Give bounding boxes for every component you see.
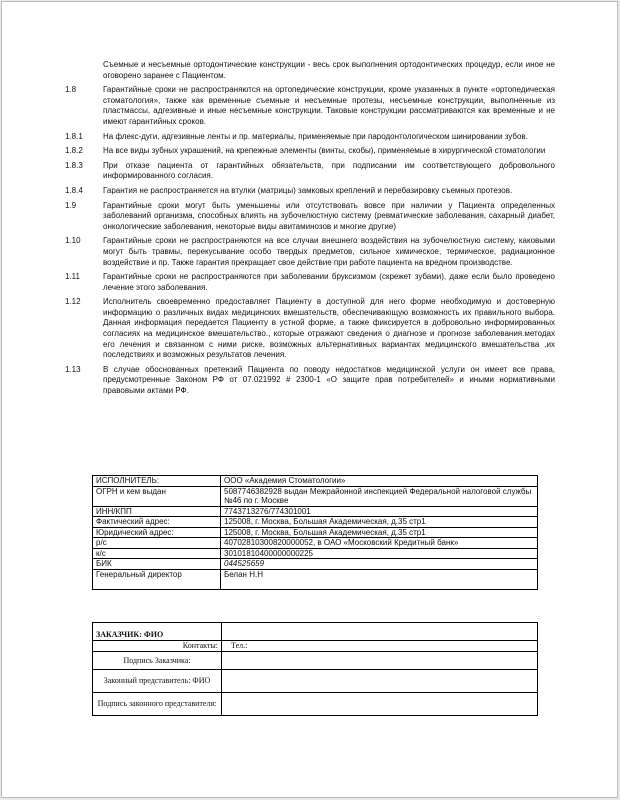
table-row bbox=[93, 569, 538, 589]
table-row bbox=[93, 527, 538, 538]
customer-signature-label: Подпись Заказчика: bbox=[93, 652, 222, 670]
executor-key: БИК bbox=[93, 559, 221, 570]
clause-item bbox=[65, 297, 555, 361]
clause-item bbox=[65, 186, 555, 197]
executor-value: 125008, г. Москва, Большая Академическая, д.35 стр1 bbox=[221, 517, 538, 528]
clause-number: 1.12 bbox=[65, 297, 81, 307]
clause-number bbox=[65, 60, 103, 81]
customer-title: ЗАКАЗЧИК: ФИО bbox=[93, 623, 222, 641]
executor-value: 7743713276/774301001 bbox=[221, 506, 538, 517]
representative-signature-field[interactable] bbox=[222, 693, 538, 716]
clause-item bbox=[65, 236, 555, 268]
executor-key: ОГРН и кем выдан bbox=[93, 486, 221, 506]
clause-text: На флекс-дуги, адгезивные ленты и пр. материалы, применяемые при пародонтологическом шинировании зубов. bbox=[103, 131, 528, 141]
executor-key: р/с bbox=[93, 538, 221, 549]
clause-text: Гарантийные сроки не распространяются при заболевании бруксизмом (скрежет зубами), даже если было проведено лечение этого заболевания. bbox=[103, 272, 555, 292]
executor-key: Юридический адрес: bbox=[93, 527, 221, 538]
table-row bbox=[93, 652, 538, 670]
representative-signature-label: Подпись законного представителя: bbox=[93, 693, 222, 716]
clause-number: 1.8.4 bbox=[65, 185, 83, 195]
clause-text: Съемные и несъемные ортодонтические конструкции - весь срок выполнения ортодонтических процедур, если иное не оговорено заранее с Пациентом. bbox=[103, 60, 555, 80]
executor-value: 044525659 bbox=[221, 559, 538, 570]
table-row bbox=[93, 559, 538, 570]
customer-signature-field[interactable] bbox=[222, 652, 538, 670]
executor-key: ИНН/КПП bbox=[93, 506, 221, 517]
table-row bbox=[93, 538, 538, 549]
executor-value: ООО «Академия Стоматологии» bbox=[221, 476, 538, 487]
executor-key: ИСПОЛНИТЕЛЬ: bbox=[93, 476, 221, 487]
clause-text: На все виды зубных украшений, на крепежные элементы (винты, скобы), применяемые в хирургической стоматологии bbox=[103, 146, 546, 156]
clause-number: 1.11 bbox=[65, 272, 80, 282]
representative-name-field[interactable] bbox=[222, 670, 538, 693]
table-row bbox=[93, 623, 538, 641]
table-row bbox=[93, 486, 538, 506]
table-row bbox=[93, 476, 538, 487]
clause-item bbox=[65, 85, 555, 127]
clause-item bbox=[65, 60, 555, 81]
executor-details-table bbox=[92, 475, 538, 590]
clause-text: Гарантийные сроки не распространяются на ортопедические конструкции, кроме указанных в пункте «ортопедическая стоматология», также как временные съемные и несъемные протезы, несъемные конструкции, выполненные из пластмассы, адгезивные и иные несъемные конструкции. Таковые конструкции рассматриваются как временные и не имеют гарантийных сроков. bbox=[103, 85, 555, 126]
executor-value: 125008, г. Москва, Большая Академическая, д.35 стр1 bbox=[221, 527, 538, 538]
clause-item bbox=[65, 365, 555, 397]
table-row bbox=[93, 517, 538, 528]
executor-key: Фактический адрес: bbox=[93, 517, 221, 528]
table-row bbox=[93, 641, 538, 652]
tel-label: Тел.: bbox=[231, 641, 248, 650]
clause-item bbox=[65, 132, 555, 143]
table-row bbox=[93, 506, 538, 517]
clause-item bbox=[65, 201, 555, 233]
table-row bbox=[93, 693, 538, 716]
clause-text: Гарантийные сроки могут быть уменьшены или отсутствовать вовсе при наличии у Пациента определенных заболеваний организма, способных влиять на зубочелюстную систему (ревматические заболевания, сахарный диабет, онкологические заболевания, некоторые виды авитаминозов и многие другие) bbox=[103, 200, 555, 231]
executor-value: Белан Н.Н bbox=[221, 569, 538, 589]
clause-item bbox=[65, 161, 555, 182]
clause-text: Исполнитель своевременно предоставляет Пациенту в доступной для него форме необходимую и достоверную информацию о различных видах медицинских вмешательств, обеспечивающую возможность их правильного выбора. Данная информация передается Пациенту в устной форме, а также фиксируется в добровольно информированных согласиях на медицинское вмешательство., которые отражают сведения о диагнозе и прогнозе заболевания.методах его лечения и связанном с ними риске, возможных альтернативных вариантах медицинского вмешательства ,их последствиях и возможных результатов лечения. bbox=[103, 297, 555, 360]
executor-key: Генеральный директор bbox=[93, 569, 221, 589]
clause-number: 1.13 bbox=[65, 364, 81, 374]
customer-name-field[interactable] bbox=[222, 623, 538, 641]
clause-number: 1.8.3 bbox=[65, 160, 83, 170]
customer-details-table bbox=[92, 622, 538, 716]
contacts-label: Контакты: bbox=[93, 641, 222, 652]
clause-text: При отказе пациента от гарантийных обязательств, при подписании им соответствующего добровольного информированного согласия. bbox=[103, 160, 555, 181]
executor-value: 5087746382928 выдан Межрайонной инспекцией Федеральной налоговой службы №46 по г. Москве bbox=[221, 486, 538, 506]
table-row bbox=[93, 548, 538, 559]
executor-value: 40702810300820000052, в ОАО «Московский Кредитный банк» bbox=[221, 538, 538, 549]
tel-field[interactable] bbox=[222, 641, 538, 652]
clause-item bbox=[65, 146, 555, 157]
clause-text: В случае обоснованных претензий Пациента по поводу недостатков медицинской услуги он имеет все права, предусмотренные Законом РФ от 07.021992 # 2300-1 «О защите прав потребителей» и иными нормативными правовыми актами РФ. bbox=[103, 364, 555, 396]
clause-number: 1.9 bbox=[65, 200, 77, 210]
document-page bbox=[1, 1, 618, 798]
clause-item bbox=[65, 272, 555, 293]
clause-number: 1.8.2 bbox=[65, 146, 83, 156]
table-row bbox=[93, 670, 538, 693]
executor-key: к/с bbox=[93, 548, 221, 559]
clauses-list bbox=[65, 60, 555, 401]
clause-text: Гарантийные сроки не распространяются на все случаи внешнего воздействия на зубочелюстную систему, каковыми могут быть травмы, перекусывание особо твердых предметов, сильное химическое, термическое, радиационное воздействие и пр. Также гарантия прекращает свое действие при работе пациента на вредном производстве. bbox=[103, 236, 555, 267]
clause-number: 1.10 bbox=[65, 236, 81, 246]
clause-number: 1.8.1 bbox=[65, 131, 83, 141]
executor-value: 30101810400000000225 bbox=[221, 548, 538, 559]
clause-text: Гарантия не распространяется на втулки (матрицы) замковых креплений и перебазировку съемных протезов. bbox=[103, 185, 513, 195]
representative-label: Законный представитель: ФИО bbox=[93, 670, 222, 693]
clause-number: 1.8 bbox=[65, 85, 77, 95]
